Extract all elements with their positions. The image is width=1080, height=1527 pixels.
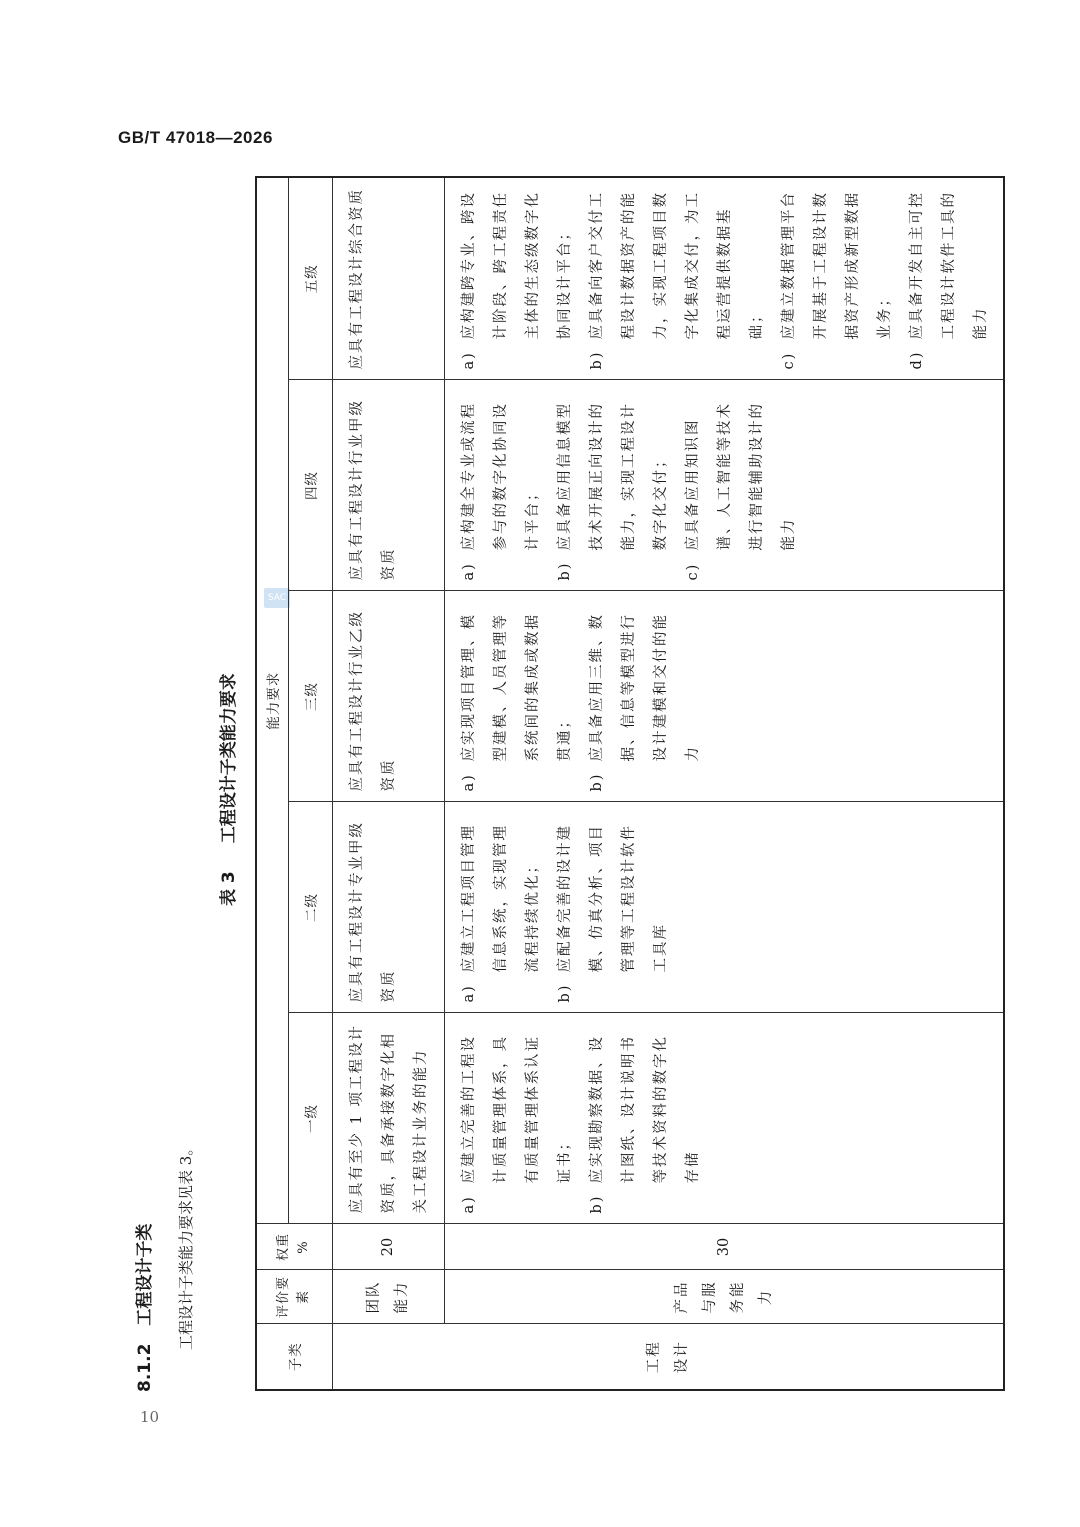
intro-paragraph: 工程设计子类能力要求见表 3。 [177, 1140, 195, 1350]
header-subclass: 子类 [256, 1324, 332, 1390]
product-level-4 [444, 380, 1004, 591]
header-capability: 能力要求 [256, 177, 288, 1224]
list-item: d)应具备开发自主可控工程设计软件工具的能力 [908, 191, 989, 370]
capability-table [255, 176, 1005, 1391]
subclass-name-cell [332, 1324, 1004, 1390]
list-item: c)应建立数据管理平台开展基于工程设计数据资产形成新型数据业务； [780, 191, 893, 370]
list-item: a)应建立完善的工程设计质量管理体系，具有质量管理体系认证证书； [460, 1035, 573, 1214]
header-weight-unit: % [296, 1240, 312, 1254]
watermark-logo: SAC [264, 588, 290, 608]
page-number: 10 [140, 1408, 160, 1426]
list-item: a)应构建全专业或流程参与的数字化协同设计平台； [460, 402, 541, 581]
team-level-1: 应具有至少 1 项工程设计资质，具备承接数字化相关工程设计业务的能力 [332, 1013, 444, 1224]
product-level-1 [444, 1013, 1004, 1224]
header-weight-label: 权重 [276, 1233, 292, 1262]
header-level-3: 三级 [288, 591, 332, 802]
table-row [332, 177, 444, 1390]
header-level-1: 一级 [288, 1013, 332, 1224]
list-item: b)应实现勘察数据、设计图纸、设计说明书等技术资料的数字化存储 [588, 1035, 701, 1214]
list-item: a)应实现项目管理、模型建模、人员管理等系统间的集成或数据贯通； [460, 613, 573, 792]
weight-team: 20 [332, 1224, 444, 1270]
team-level-5: 应具有工程设计综合资质 [332, 177, 444, 380]
table-row [444, 177, 1004, 1390]
table-caption [214, 673, 239, 906]
table-caption-title: 工程设计子类能力要求 [219, 673, 239, 844]
factor-product: 产品与服务能力 [673, 1280, 774, 1314]
product-level-2 [444, 802, 1004, 1013]
factor-cell [332, 1270, 444, 1324]
weight-product: 30 [444, 1224, 1004, 1270]
factor-cell [444, 1270, 1004, 1324]
section-number: 8.1.2 [135, 1343, 155, 1392]
list-item: b)应具备应用三维、数据、信息等模型进行设计建模和交付的能力 [588, 613, 701, 792]
header-weight [256, 1224, 332, 1270]
product-level-3 [444, 591, 1004, 802]
list-item: b)应具备应用信息模型技术开展正向设计的能力，实现工程设计数字化交付； [556, 402, 669, 581]
list-item: b)应配备完善的设计建模、仿真分析、项目管理等工程设计软件工具库 [556, 824, 669, 1003]
standard-code: GB/T 47018—2026 [118, 128, 273, 147]
factor-team: 团队能力 [366, 1280, 410, 1314]
header-factor: 评价要素 [256, 1270, 332, 1324]
subclass-name: 工程设计 [645, 1340, 690, 1374]
team-level-3: 应具有工程设计行业乙级资质 [332, 591, 444, 802]
section-title: 工程设计子类 [135, 1223, 155, 1326]
list-item: b)应具备向客户交付工程设计数据资产的能力，实现工程项目数字化集成交付，为工程运营提供数据基础； [588, 191, 765, 370]
section-heading [130, 1224, 155, 1392]
list-item: a)应建立工程项目管理信息系统，实现管理流程持续优化； [460, 824, 541, 1003]
team-level-2: 应具有工程设计专业甲级资质 [332, 802, 444, 1013]
header-level-2: 二级 [288, 802, 332, 1013]
team-level-4: 应具有工程设计行业甲级资质 [332, 380, 444, 591]
capability-table-wrapper [255, 178, 989, 1391]
list-item: a)应构建跨专业、跨设计阶段、跨工程责任主体的生态级数字化协同设计平台； [460, 191, 573, 370]
header-level-4: 四级 [288, 380, 332, 591]
product-level-5 [444, 177, 1004, 380]
list-item: c)应具备应用知识图谱、人工智能等技术进行智能辅助设计的能力 [684, 402, 797, 581]
header-level-5: 五级 [288, 177, 332, 380]
table-caption-label: 表 3 [219, 871, 239, 906]
